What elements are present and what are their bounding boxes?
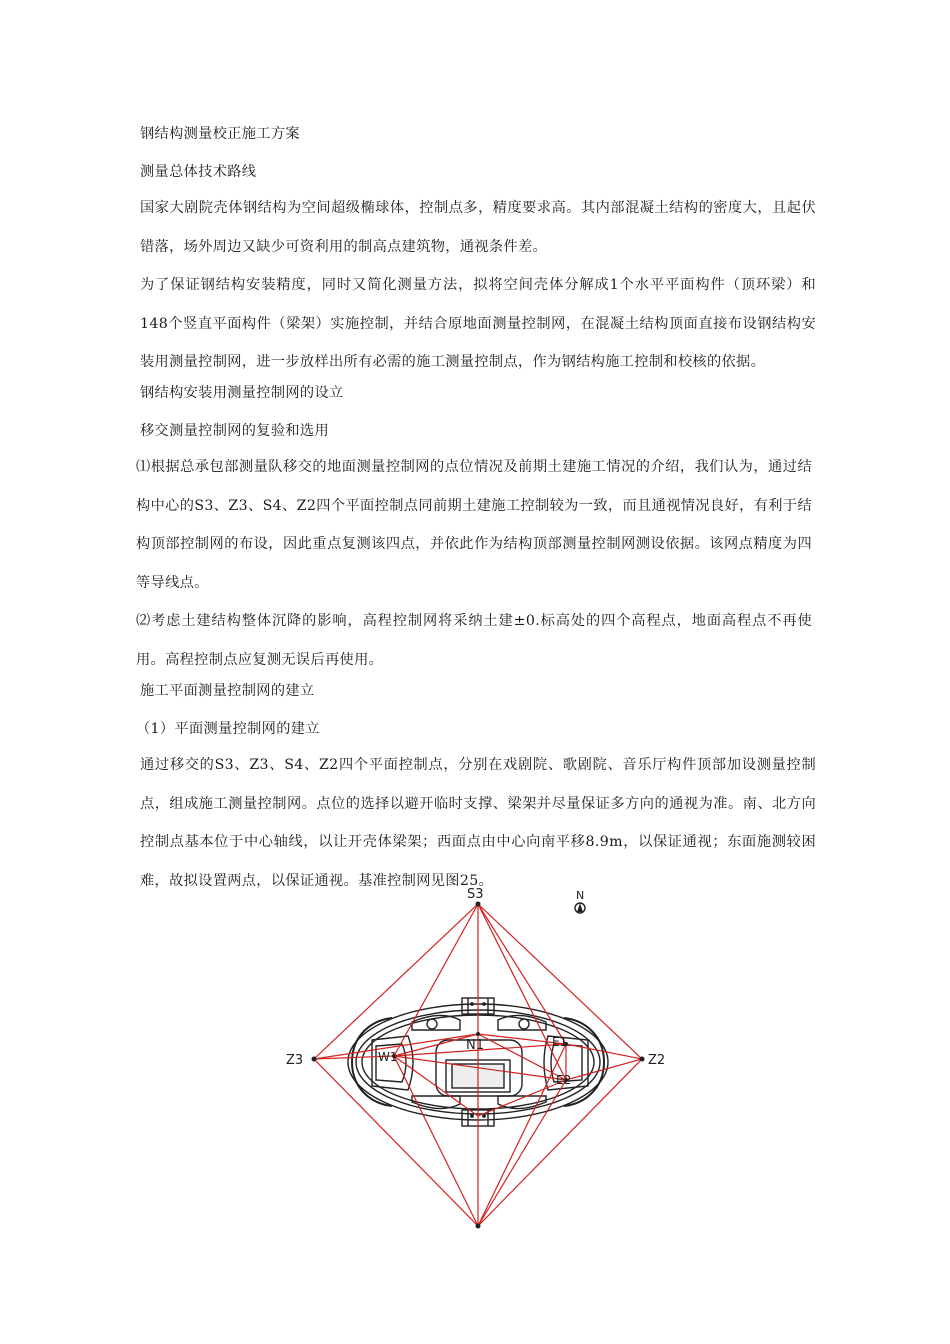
point-n1 — [476, 1032, 480, 1036]
point-z2 — [640, 1057, 645, 1062]
paragraph-method: 为了保证钢结构安装精度，同时又简化测量方法，拟将空间壳体分解成1个水平平面构件（顶环梁）和148个竖直平面构件（梁架）实施控制，并结合原地面测量控制网，在混凝土结构顶面直接布设钢结构安装用测量控制网，进一步放样出所有必需的施工测量控制点，作为钢结构施工控制和校核的依据。 — [140, 277, 816, 370]
label-e1: E1 — [552, 1035, 568, 1049]
heading-plane-network-sub: （1）平面测量控制网的建立 — [136, 721, 320, 737]
paragraph-network-layout: 通过移交的S3、Z3、S4、Z2四个平面控制点，分别在戏剧院、歌剧院、音乐厅构件顶部加设测量控制点，组成施工测量控制网。点位的选择以避开临时支撑、梁架并尽量保证多方向的通视为准。南、北方向控制点基本位于中心轴线，以让开壳体梁架；西面点由中心向南平移8.9m，以保证通视；东面施测较困难，故拟设置两点，以保证通视。基准控制网见图25。 — [140, 757, 816, 889]
point-z3 — [312, 1057, 317, 1062]
point-s4 — [476, 1224, 481, 1229]
paragraph-item-2: ⑵考虑土建结构整体沉降的影响，高程控制网将采纳土建±0.标高处的四个高程点，地面高程点不再使用。高程控制点应复测无误后再使用。 — [136, 613, 812, 668]
heading-control-network-setup: 钢结构安装用测量控制网的设立 — [140, 385, 344, 401]
label-e2: E2 — [556, 1073, 572, 1087]
label-z3: Z3 — [286, 1053, 304, 1068]
label-north: N — [576, 889, 585, 902]
heading-network-verification: 移交测量控制网的复验和选用 — [140, 423, 329, 439]
label-z2: Z2 — [648, 1053, 666, 1068]
north-arrow-icon — [575, 889, 585, 913]
heading-plane-network: 施工平面测量控制网的建立 — [140, 683, 315, 699]
paragraph-item-1: ⑴根据总承包部测量队移交的地面测量控制网的点位情况及前期土建施工情况的介绍，我们认为，通过结构中心的S3、Z3、S4、Z2四个平面控制点同前期土建施工控制较为一致，而且通视情况良好，有利于结构顶部控制网的布设，因此重点复测该四点，并依此作为结构顶部测量控制网测设依据。该网点精度为四等导线点。 — [136, 459, 812, 591]
label-n1: N1 — [466, 1038, 484, 1053]
control-network-figure — [270, 880, 690, 1235]
label-s3: S3 — [467, 887, 484, 902]
heading-survey-route: 测量总体技术路线 — [140, 164, 257, 180]
paragraph-overview: 国家大剧院壳体钢结构为空间超级椭球体，控制点多，精度要求高。其内部混凝土结构的密度大，且起伏错落，场外周边又缺少可资利用的制高点建筑物，通视条件差。 — [140, 200, 816, 255]
point-s3 — [476, 902, 481, 907]
control-network-lines — [314, 904, 642, 1226]
label-w1: W1 — [378, 1050, 398, 1064]
document-title: 钢结构测量校正施工方案 — [140, 126, 300, 142]
